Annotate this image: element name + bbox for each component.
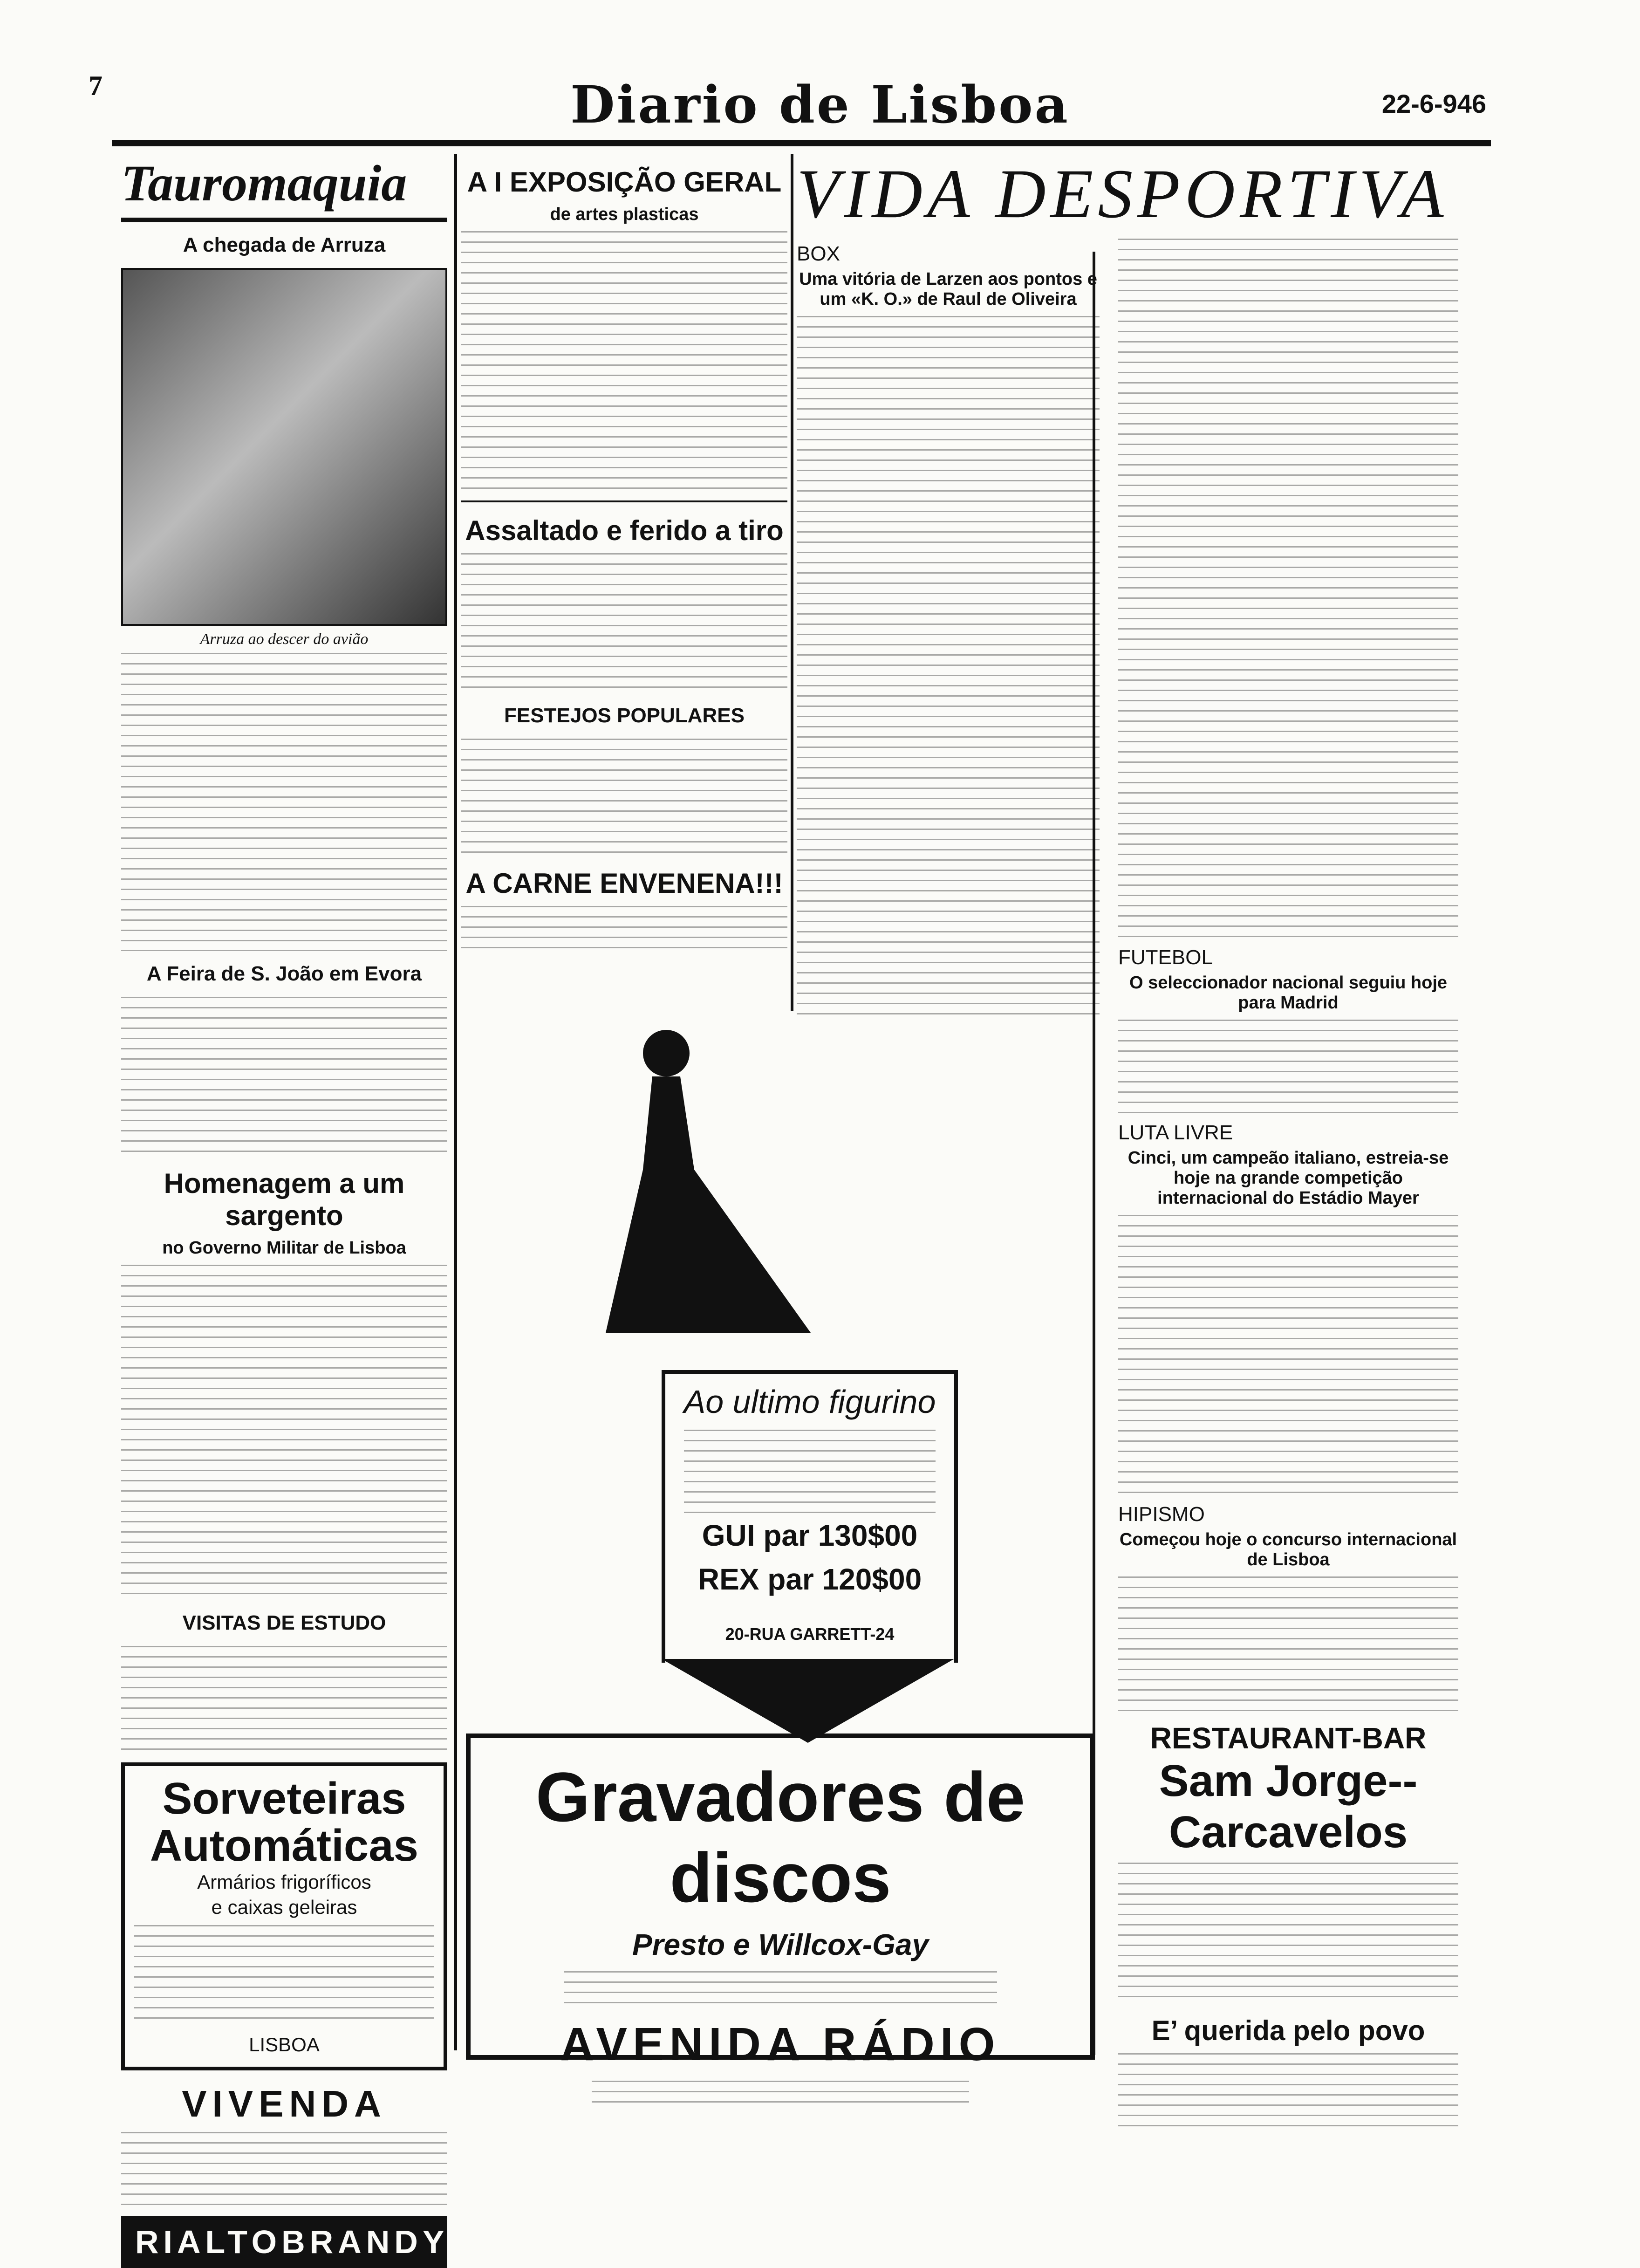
ad-brand: RIALTO	[135, 2224, 282, 2261]
ad-footer: LISBOA	[249, 2033, 320, 2056]
ad-arrow-box	[662, 1370, 958, 1663]
article-text-placeholder	[1118, 1215, 1458, 1494]
sport-label: HIPISMO	[1118, 1503, 1205, 1526]
headline: A CARNE ENVENENA!!!	[465, 868, 783, 899]
headline: Uma vitória de Larzen aos pontos e um «K. O.» de Raul de Oliveira	[799, 269, 1097, 309]
ad-price: REX par 120$00	[697, 1562, 922, 1596]
kicker: A chegada de Arruza	[183, 233, 386, 256]
header-rule	[112, 140, 1491, 146]
ad-title: Ao ultimo figurino	[683, 1384, 936, 1420]
ad-product: BRANDY	[281, 2224, 449, 2261]
ad-arrow-tip	[662, 1659, 954, 1743]
article-text-placeholder	[461, 231, 787, 492]
section-title: VIDA DESPORTIVA	[797, 155, 1449, 233]
article-text-placeholder	[1118, 239, 1458, 938]
column-arts-news	[461, 154, 787, 994]
article-text-placeholder	[1118, 1020, 1458, 1113]
headline: Cinci, um campeão italiano, estreia-se hoje na grande competição internacional do Estádio Mayer	[1128, 1148, 1449, 1208]
ad-text-placeholder	[684, 1430, 936, 1514]
ad-sorveteiras	[121, 1762, 447, 2070]
article-text-placeholder	[121, 1265, 447, 1600]
ad-gravadores	[466, 1734, 1095, 2070]
ad-title: Sam Jorge--Carcavelos	[1159, 1756, 1418, 1857]
ad-title: VIVENDA	[182, 2083, 387, 2125]
page-number: 7	[89, 70, 102, 101]
section-title: Tauromaquia	[121, 154, 447, 222]
masthead: Diario de Lisboa	[570, 75, 1070, 135]
ad-line: RESTAURANT-BAR	[1150, 1721, 1427, 1755]
kicker: FESTEJOS POPULARES	[504, 704, 745, 727]
ad-price: GUI par 130$00	[702, 1519, 918, 1552]
headline: Assaltado e ferido a tiro	[465, 515, 784, 546]
column-divider	[791, 154, 793, 1011]
article-text-placeholder	[461, 553, 787, 693]
sport-label: BOX	[797, 242, 840, 265]
headline: E’ querida pelo povo	[1151, 2015, 1425, 2046]
ad-text-placeholder	[592, 2081, 969, 2109]
subheadline: no Governo Militar de Lisboa	[162, 1238, 406, 1258]
ad-text-placeholder	[134, 1925, 434, 2028]
subheadline: de artes plasticas	[550, 205, 699, 224]
article-text-placeholder	[1118, 1576, 1458, 1716]
photo-caption: Arruza ao descer do avião	[200, 630, 369, 648]
kicker: A Feira de S. João em Evora	[146, 962, 422, 985]
ad-rialto	[121, 2216, 447, 2268]
article-text-placeholder	[461, 739, 787, 855]
ad-brand: AVENIDA RÁDIO	[560, 2018, 1001, 2070]
article-text-placeholder	[121, 997, 447, 1155]
article-text-placeholder	[1118, 2053, 1458, 2128]
ad-text-placeholder	[1118, 1863, 1458, 2002]
ad-text-placeholder	[564, 1971, 997, 2008]
headline: O seleccionador nacional seguiu hoje para Madrid	[1129, 973, 1448, 1013]
ad-line: e caixas geleiras	[211, 1896, 357, 1919]
kicker: VISITAS DE ESTUDO	[182, 1611, 386, 1634]
ad-figurino	[466, 1007, 1086, 1706]
column-tauromaquia	[121, 154, 449, 2261]
ad-address: 20-RUA GARRETT-24	[725, 1624, 895, 1644]
issue-date: 22-6-946	[1381, 89, 1486, 118]
headline: Começou hoje o concurso internacional de Lisboa	[1119, 1530, 1457, 1569]
ad-text-placeholder	[121, 2132, 447, 2211]
ad-title: Sorveteiras Automáticas	[150, 1774, 419, 1871]
article-text-placeholder	[461, 906, 787, 957]
news-photo	[121, 268, 447, 626]
dress-illustration	[587, 1016, 829, 1342]
article-text-placeholder	[121, 653, 447, 951]
ad-line: Armários frigoríficos	[197, 1871, 371, 1893]
sport-label: LUTA LIVRE	[1118, 1121, 1233, 1144]
sports-subcolumn	[1118, 234, 1458, 2132]
ad-title: Gravadores de discos	[535, 1758, 1025, 1917]
headline: Homenagem a um sargento	[164, 1168, 405, 1231]
ad-restaurant	[1118, 1721, 1458, 1858]
divider	[461, 500, 787, 502]
sport-label: FUTEBOL	[1118, 946, 1213, 969]
ad-subtitle: Presto e Willcox-Gay	[632, 1928, 929, 1961]
article-text-placeholder	[121, 1646, 447, 1758]
column-divider	[454, 154, 457, 2050]
article-text-placeholder	[797, 316, 1100, 1015]
headline: A I EXPOSIÇÃO GERAL	[467, 166, 782, 198]
